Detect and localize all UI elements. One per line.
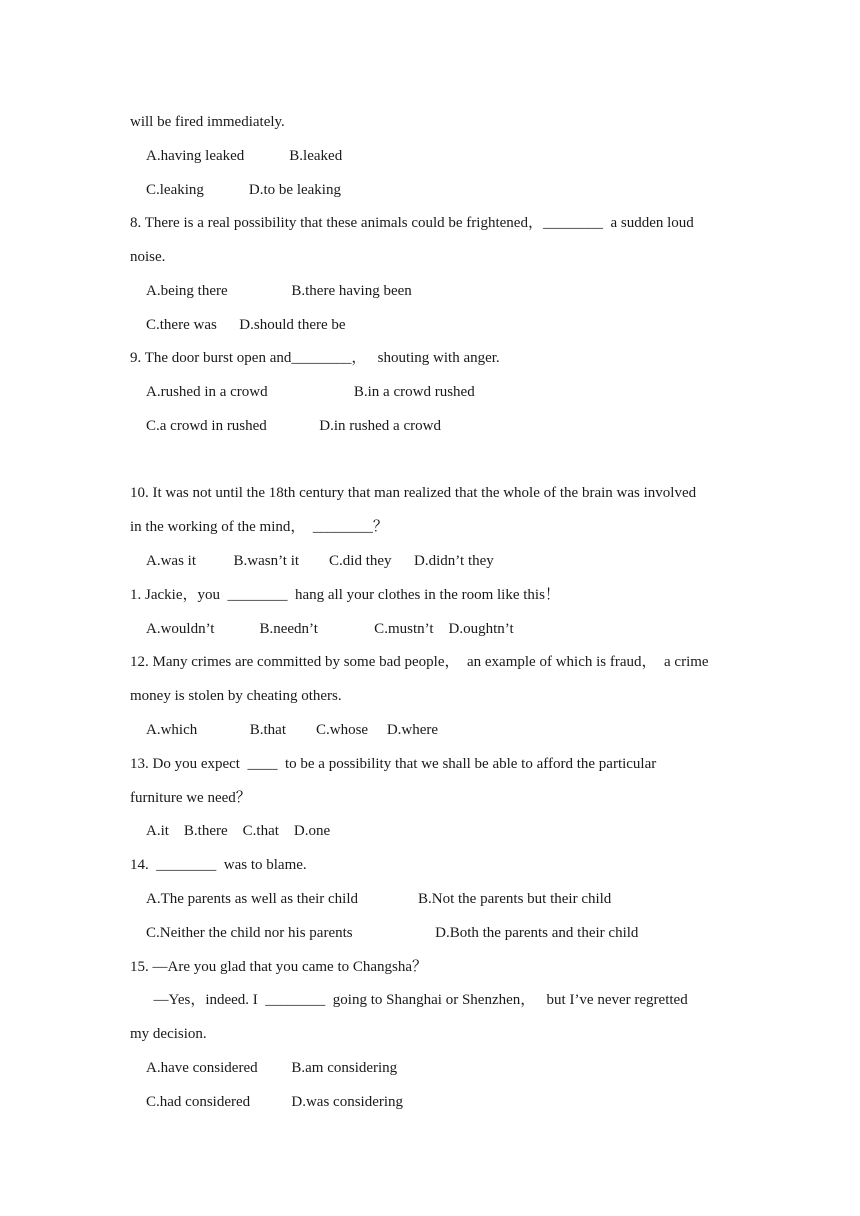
question-9-options-ab: A.rushed in a crowd B.in a crowd rushed	[146, 384, 475, 400]
question-13-stem: 13. Do you expect ____ to be a possibility that we shall be able to afford the particular	[130, 756, 657, 772]
question-14-stem: 14. ________ was to blame.	[130, 857, 307, 873]
question-14-options-cd: C.Neither the child nor his parents D.Both the parents and their child	[146, 925, 639, 941]
question-12-continuation: money is stolen by cheating others.	[130, 688, 342, 704]
question-10-stem: 10. It was not until the 18th century that man realized that the whole of the brain was involved	[130, 485, 697, 501]
question-8-continuation: noise.	[130, 249, 166, 265]
question-12-stem: 12. Many crimes are committed by some bad people， an example of which is fraud， a crime	[130, 654, 709, 670]
question-15-continuation: my decision.	[130, 1026, 207, 1042]
question-14-options-ab: A.The parents as well as their child B.Not the parents but their child	[146, 891, 612, 907]
question-13-continuation: furniture we need？	[130, 790, 251, 806]
question-9-options-cd: C.a crowd in rushed D.in rushed a crowd	[146, 418, 441, 434]
question-10-options: A.was it B.wasn’t it C.did they D.didn’t they	[146, 553, 494, 569]
question-15-options-ab: A.have considered B.am considering	[146, 1060, 398, 1076]
question-15-stem: 15. —Are you glad that you came to Changsha？	[130, 959, 428, 975]
question-7-continuation: will be fired immediately.	[130, 114, 285, 130]
question-10-continuation: in the working of the mind， ________？	[130, 519, 388, 535]
question-8-options-cd: C.there was D.should there be	[146, 317, 346, 333]
question-15-options-cd: C.had considered D.was considering	[146, 1094, 404, 1110]
question-11-stem: 1. Jackie，you ________ hang all your clothes in the room like this！	[130, 587, 560, 603]
question-7-options-cd: C.leaking D.to be leaking	[146, 182, 341, 198]
question-15-reply: —Yes，indeed. I ________ going to Shanghai or Shenzhen， but I’ve never regretted	[146, 992, 688, 1008]
question-7-options-ab: A.having leaked B.leaked	[146, 148, 343, 164]
question-8-options-ab: A.being there B.there having been	[146, 283, 412, 299]
question-9-stem: 9. The door burst open and________， shouting with anger.	[130, 350, 500, 366]
question-13-options: A.it B.there C.that D.one	[146, 823, 331, 839]
question-12-options: A.which B.that C.whose D.where	[146, 722, 439, 738]
question-11-options: A.wouldn’t B.needn’t C.mustn’t D.oughtn’t	[146, 621, 514, 637]
question-8-stem: 8. There is a real possibility that these animals could be frightened，________ a sudden loud	[130, 215, 694, 231]
